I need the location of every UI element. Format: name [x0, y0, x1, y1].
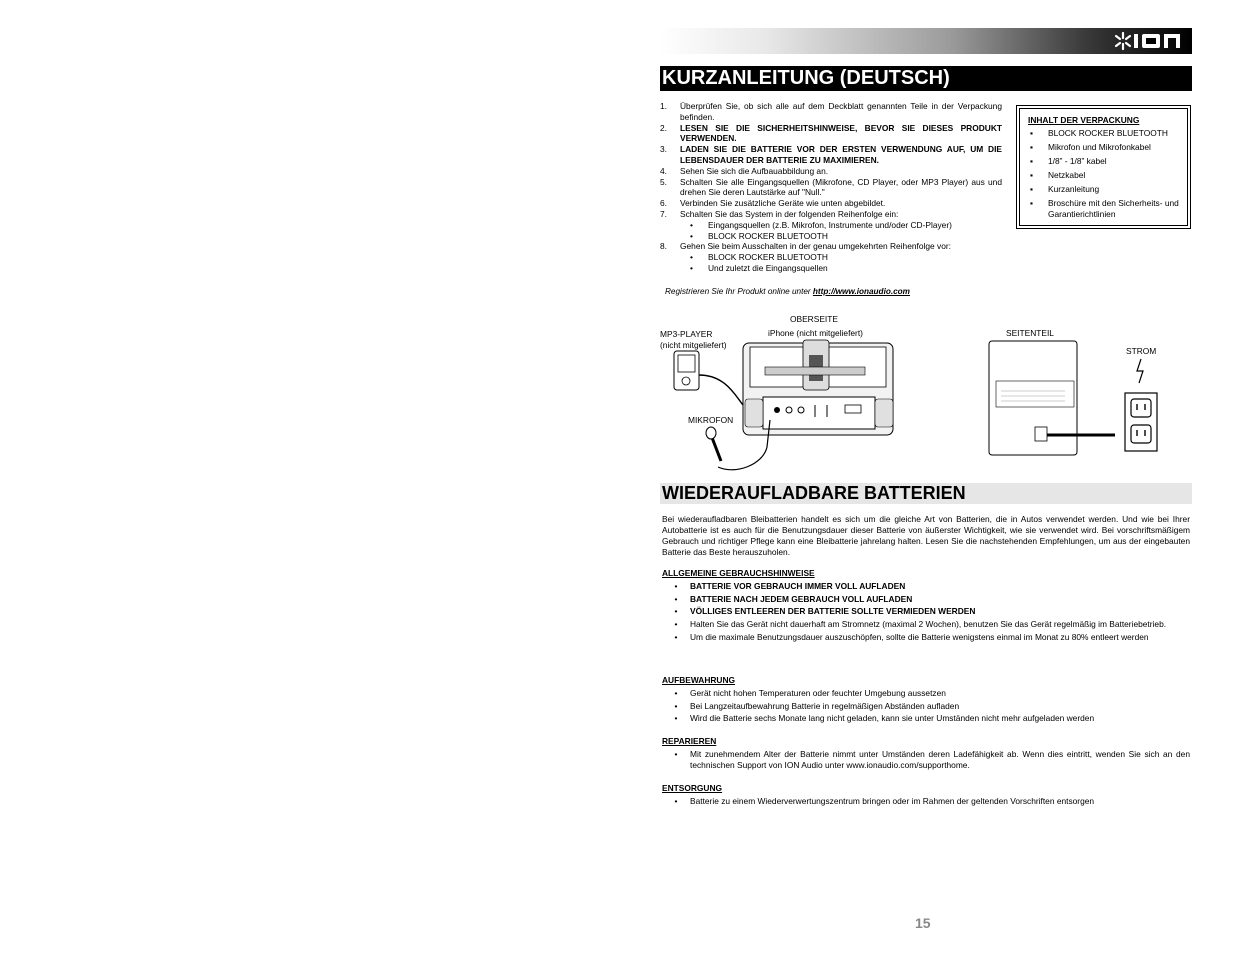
square-bullet-icon: ▪ [1030, 170, 1033, 181]
bullet-text: Mit zunehmendem Alter der Batterie nimmt unter Umständen deren Ladefähigkeit ab. Wenn dies eintritt, wenden Sie sich an den technischen Support von ION Audio unter www.ionaudio.com/supporthome. [690, 749, 1190, 770]
step-number: 8. [660, 241, 667, 252]
lightning-icon [1137, 359, 1143, 383]
step-subitem-text: BLOCK ROCKER BLUETOOTH [708, 252, 828, 263]
package-item-text: Broschüre mit den Sicherheits- und Garantierichtlinien [1048, 198, 1179, 219]
bullet-text: Gerät nicht hohen Temperaturen oder feuchter Umgebung aussetzen [690, 688, 946, 698]
bullet-text: Batterie zu einem Wiederverwertungszentrum bringen oder im Rahmen der geltenden Vorschriften entsorgen [690, 796, 1095, 806]
step-number: 4. [660, 165, 667, 176]
label-strom: STROM [1126, 346, 1157, 356]
step-number: 7. [660, 208, 667, 219]
square-bullet-icon: ▪ [1030, 184, 1033, 195]
step-item [660, 166, 1002, 177]
bullet-icon: • [674, 713, 678, 724]
register-note: Registrieren Sie Ihr Produkt online unter http://www.ionaudio.com [665, 287, 910, 296]
label-mp3-not-included: (nicht mitgeliefert) [660, 340, 727, 350]
bullet-text: VÖLLIGES ENTLEEREN DER BATTERIE SOLLTE VERMIEDEN WERDEN [690, 606, 976, 617]
bullet-item [662, 796, 1190, 807]
subsection-title: ENTSORGUNG [662, 783, 723, 793]
step-text: LADEN SIE DIE BATTERIE VOR DER ERSTEN VERWENDUNG AUF, UM DIE LEBENSDAUER DER BATTERIE ZU MAXIMIEREN. [680, 144, 1002, 165]
speaker-side-panel [989, 341, 1077, 455]
bullet-icon: • [674, 700, 678, 711]
label-mp3-player: MP3-PLAYER [660, 329, 713, 339]
bullet-icon: • [690, 252, 693, 263]
step-item [660, 198, 1002, 209]
wall-outlet-icon [1125, 393, 1157, 451]
bullet-icon: • [674, 581, 678, 591]
step-item [660, 241, 1002, 252]
bullet-text: BATTERIE NACH JEDEM GEBRAUCH VOLL AUFLADEN [690, 593, 913, 604]
package-item [1028, 184, 1179, 195]
package-item-text: Netzkabel [1048, 170, 1086, 181]
step-text: LESEN SIE DIE SICHERHEITSHINWEISE, BEVOR SIE DIESES PRODUKT VERWENDEN. [680, 122, 1002, 144]
package-item [1028, 156, 1179, 167]
bullet-item [662, 581, 1190, 592]
bullet-item [662, 594, 1190, 605]
step-item [660, 209, 1002, 220]
subsection-title: ALLGEMEINE GEBRAUCHSHINWEISE [662, 568, 815, 578]
bullet-icon: • [674, 688, 678, 698]
package-item-text: Mikrofon und Mikrofonkabel [1048, 142, 1151, 153]
page-title: KURZANLEITUNG (DEUTSCH) [660, 66, 1192, 91]
label-oberseite: OBERSEITE [790, 314, 838, 324]
bullet-icon: • [674, 606, 678, 617]
step-number: 1. [660, 101, 667, 111]
bullet-icon: • [674, 796, 678, 806]
package-item [1028, 170, 1179, 181]
label-iphone: iPhone (nicht mitgeliefert) [768, 328, 863, 338]
page-number: 15 [915, 915, 931, 931]
square-bullet-icon: ▪ [1030, 156, 1033, 167]
label-mikrofon: MIKROFON [688, 415, 734, 425]
package-item [1028, 142, 1179, 153]
bullet-icon: • [674, 749, 678, 759]
battery-intro: Bei wiederaufladbaren Bleibatterien handelt es sich um die gleiche Art von Batterien, die in Autos verwendet werden. Und wie bei Ihrer Autobatterie ist es auch für die Benutzungsdauer dieser Batterie von äußerster Wichtigkeit, wie sie verwendet wird. Bei vorschriftsmäßigem Gebrauch und richtiger Pflege kann eine Bleibatterie jahrelang halten. Lesen Sie die nachstehenden Empfehlungen, um aus der eingebauten Batterie das Beste herauszuholen. [662, 514, 1190, 557]
package-item-text: Kurzanleitung [1048, 184, 1100, 195]
package-item [1028, 198, 1179, 219]
step-number: 5. [660, 176, 667, 187]
package-item [1028, 128, 1179, 139]
package-item-text: 1/8” - 1/8” kabel [1048, 156, 1107, 167]
bullet-item [662, 713, 1190, 724]
steps-list [660, 101, 1002, 274]
bullet-icon: • [690, 262, 693, 273]
bullet-item [662, 606, 1190, 617]
bullet-item [662, 701, 1190, 712]
bullet-icon: • [674, 631, 678, 642]
ion-logo [1114, 31, 1186, 51]
bullet-text: Bei Langzeitaufbewahrung Batterie in regelmäßigen Abständen aufladen [690, 700, 960, 711]
header-gradient-bar [660, 28, 1192, 54]
bullet-icon: • [674, 619, 678, 630]
step-subitem-text: BLOCK ROCKER BLUETOOTH [708, 230, 828, 241]
square-bullet-icon: ▪ [1030, 198, 1033, 209]
step-subitem [660, 252, 1002, 263]
label-seitenteil: SEITENTEIL [1006, 328, 1054, 338]
step-subitem [660, 220, 1002, 231]
mp3-player-icon [674, 351, 699, 390]
speaker-top-view [743, 340, 893, 435]
step-text: Schalten Sie das System in der folgenden Reihenfolge ein: [680, 208, 899, 219]
package-contents-title: INHALT DER VERPACKUNG [1028, 115, 1140, 125]
step-subitem [660, 263, 1002, 274]
step-text: Sehen Sie sich die Aufbauabbildung an. [680, 165, 829, 176]
bullet-text: Wird die Batterie sechs Monate lang nicht geladen, kann sie unter Umständen nicht mehr aufgeladen werden [690, 713, 1095, 724]
square-bullet-icon: ▪ [1030, 142, 1033, 153]
bullet-item [662, 619, 1190, 630]
battery-subsection [662, 783, 1190, 809]
step-number: 2. [660, 122, 667, 133]
step-text: Gehen Sie beim Ausschalten in der genau umgekehrten Reihenfolge vor: [680, 241, 951, 252]
step-number: 3. [660, 144, 667, 155]
step-item [660, 177, 1002, 199]
ionaudio-link[interactable]: http://www.ionaudio.com [812, 287, 910, 296]
step-text: Schalten Sie alle Eingangsquellen (Mikrofone, CD Player, oder MP3 Player) aus und drehen Sie deren Lautstärke auf "Null." [680, 176, 1002, 198]
bullet-icon: • [690, 219, 693, 230]
step-subitem [660, 231, 1002, 242]
bullet-text: BATTERIE VOR GEBRAUCH IMMER VOLL AUFLADEN [690, 581, 906, 591]
setup-diagram [655, 335, 1195, 475]
battery-subsection [662, 675, 1190, 726]
package-contents-box [1016, 105, 1191, 229]
step-number: 6. [660, 198, 667, 209]
bullet-item [662, 688, 1190, 699]
battery-subsection [662, 568, 1190, 644]
bullet-text: Halten Sie das Gerät nicht dauerhaft am Stromnetz (maximal 2 Wochen), benutzen Sie das Gerät regelmäßig im Batteriebetrieb. [690, 619, 1167, 630]
step-text: Verbinden Sie zusätzliche Geräte wie unten abgebildet. [680, 198, 886, 209]
step-subitem-text: Eingangsquellen (z.B. Mikrofon, Instrumente und/oder CD-Player) [708, 219, 952, 230]
battery-section-title: WIEDERAUFLADBARE BATTERIEN [660, 483, 1192, 504]
bullet-icon: • [674, 593, 678, 604]
subsection-title: AUFBEWAHRUNG [662, 675, 736, 685]
step-text: Überprüfen Sie, ob sich alle auf dem Deckblatt genannten Teile in der Verpackung befinden. [680, 101, 1002, 122]
subsection-title: REPARIEREN [662, 736, 717, 746]
step-item [660, 101, 1002, 123]
bullet-item [662, 749, 1190, 770]
bullet-text: Um die maximale Benutzungsdauer auszuschöpfen, sollte die Batterie wenigstens einmal im Monat zu 80% entleert werden [690, 631, 1149, 642]
bullet-item [662, 632, 1190, 643]
battery-subsection [662, 736, 1190, 772]
step-item [660, 144, 1002, 166]
square-bullet-icon: ▪ [1030, 128, 1033, 138]
step-subitem-text: Und zuletzt die Eingangsquellen [708, 262, 828, 273]
bullet-icon: • [690, 230, 693, 241]
package-item-text: BLOCK ROCKER BLUETOOTH [1048, 128, 1168, 138]
step-item [660, 123, 1002, 145]
